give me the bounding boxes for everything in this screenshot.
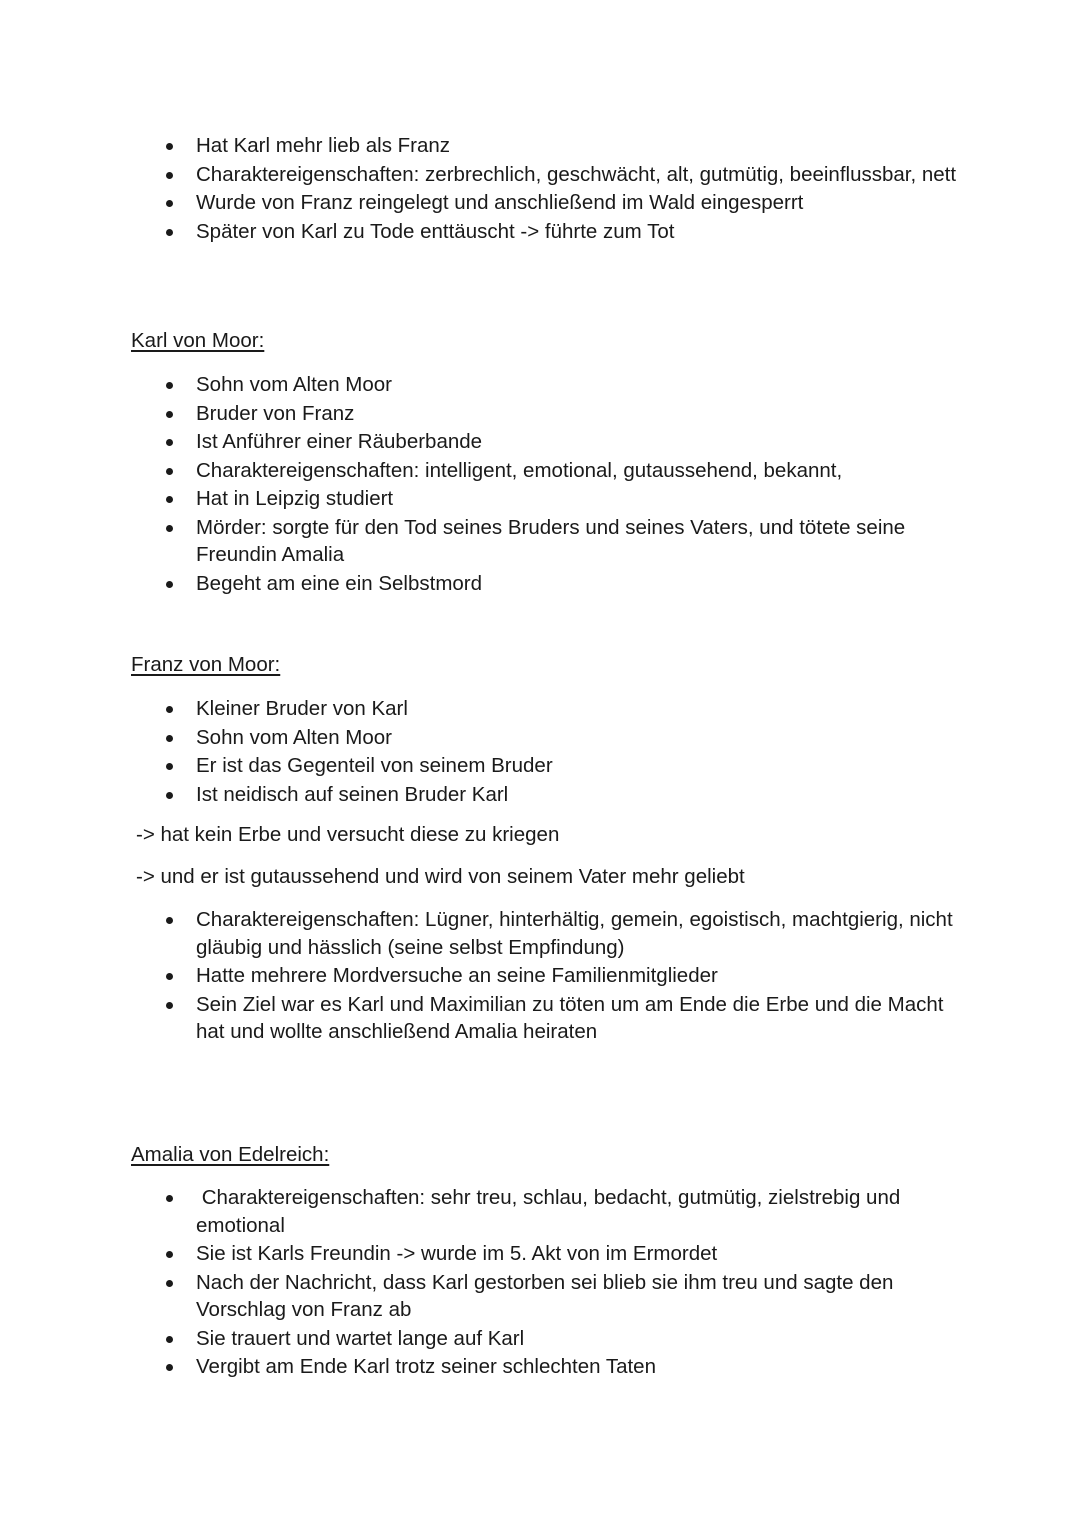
list-item xyxy=(160,724,960,752)
franz-note-2: -> und er ist gutaussehend und wird von seinem Vater mehr geliebt xyxy=(136,865,745,888)
bullet-icon xyxy=(166,792,173,799)
franz-list-2 xyxy=(160,906,960,1047)
bullet-icon xyxy=(166,496,173,503)
karl-list xyxy=(160,371,960,598)
bullet-icon xyxy=(166,706,173,713)
bullet-icon xyxy=(166,382,173,389)
list-item-text: Nach der Nachricht, dass Karl gestorben sei blieb sie ihm treu und sagte den Vorschlag von Franz ab xyxy=(196,1270,894,1321)
list-item-text: Hat Karl mehr lieb als Franz xyxy=(196,134,451,157)
list-item-text: Vergibt am Ende Karl trotz seiner schlechten Taten xyxy=(196,1355,656,1378)
bullet-icon xyxy=(166,917,173,924)
bullet-icon xyxy=(166,763,173,770)
list-item xyxy=(160,400,960,428)
list-item xyxy=(160,428,960,456)
list-item-text: Bruder von Franz xyxy=(196,401,355,425)
bullet-icon xyxy=(166,439,173,446)
bullet-icon xyxy=(166,1251,173,1258)
bullet-icon xyxy=(166,143,173,150)
bullet-icon xyxy=(166,1002,173,1009)
list-item xyxy=(160,1325,960,1353)
list-item xyxy=(160,906,960,961)
bullet-icon xyxy=(166,525,173,532)
list-item xyxy=(160,161,960,189)
list-item-text: Mörder: sorgte für den Tod seines Bruders und seines Vaters, und tötete seine Freundin Amalia xyxy=(196,515,906,566)
bullet-icon xyxy=(166,468,173,475)
list-item xyxy=(160,1184,960,1239)
bullet-icon xyxy=(166,735,173,742)
list-item xyxy=(160,485,960,513)
bullet-icon xyxy=(166,411,173,418)
list-item xyxy=(160,189,960,217)
list-item xyxy=(160,132,960,160)
list-item-text: Wurde von Franz reingelegt und anschließend im Wald eingesperrt xyxy=(196,191,804,214)
list-item xyxy=(160,514,960,569)
list-item xyxy=(160,962,960,990)
list-item-text: Hat in Leipzig studiert xyxy=(196,487,394,510)
list-item-text: Kleiner Bruder von Karl xyxy=(196,697,408,720)
list-item-text: Ist neidisch auf seinen Bruder Karl xyxy=(196,782,509,806)
list-item-text: Sie ist Karls Freundin -> wurde im 5. Akt von im Ermordet xyxy=(196,1242,718,1265)
section-heading-franz: Franz von Moor: xyxy=(131,653,281,676)
list-item-text: Charaktereigenschaften: zerbrechlich, geschwächt, alt, gutmütig, beeinflussbar, nett xyxy=(196,162,957,186)
list-item-text: Charaktereigenschaften: intelligent, emotional, gutaussehend, bekannt, xyxy=(196,458,843,482)
franz-list xyxy=(160,695,960,809)
bullet-icon xyxy=(166,1364,173,1371)
list-item xyxy=(160,371,960,399)
franz-note-1: -> hat kein Erbe und versucht diese zu kriegen xyxy=(136,823,560,846)
list-item xyxy=(160,695,960,723)
list-item-text: Ist Anführer einer Räuberbande xyxy=(196,430,483,453)
list-item xyxy=(160,570,960,598)
list-item-text: Sohn vom Alten Moor xyxy=(196,725,392,749)
section-heading-amalia: Amalia von Edelreich: xyxy=(131,1143,330,1166)
bullet-icon xyxy=(166,172,173,179)
list-item xyxy=(160,457,960,485)
bullet-icon xyxy=(166,581,173,588)
bullet-icon xyxy=(166,1195,173,1202)
intro-list xyxy=(160,132,960,246)
bullet-icon xyxy=(166,229,173,236)
list-item xyxy=(160,752,960,780)
bullet-icon xyxy=(166,1280,173,1287)
list-item-text: Charaktereigenschaften: Lügner, hinterhältig, gemein, egoistisch, machtgierig, nicht gläubig und hässlich (seine selbst Empfindung) xyxy=(196,908,953,959)
list-item-text: Sie trauert und wartet lange auf Karl xyxy=(196,1326,525,1350)
list-item-text: Charaktereigenschaften: sehr treu, schlau, bedacht, gutmütig, zielstrebig und emotional xyxy=(196,1186,906,1237)
list-item xyxy=(160,1269,960,1324)
list-item-text: Später von Karl zu Tode enttäuscht -> führte zum Tot xyxy=(196,219,675,243)
section-heading-karl: Karl von Moor: xyxy=(131,329,265,352)
list-item-text: Er ist das Gegenteil von seinem Bruder xyxy=(196,754,553,777)
list-item xyxy=(160,1353,960,1381)
bullet-icon xyxy=(166,973,173,980)
list-item xyxy=(160,781,960,809)
list-item-text: Sein Ziel war es Karl und Maximilian zu töten um am Ende die Erbe und die Macht hat und wollte anschließend Amalia heiraten xyxy=(196,992,944,1043)
bullet-icon xyxy=(166,200,173,207)
list-item xyxy=(160,1240,960,1268)
list-item xyxy=(160,218,960,246)
list-item-text: Hatte mehrere Mordversuche an seine Familienmitglieder xyxy=(196,964,718,987)
list-item xyxy=(160,991,960,1046)
list-item-text: Sohn vom Alten Moor xyxy=(196,373,392,396)
list-item-text: Begeht am eine ein Selbstmord xyxy=(196,571,483,595)
amalia-list xyxy=(160,1184,960,1382)
bullet-icon xyxy=(166,1336,173,1343)
